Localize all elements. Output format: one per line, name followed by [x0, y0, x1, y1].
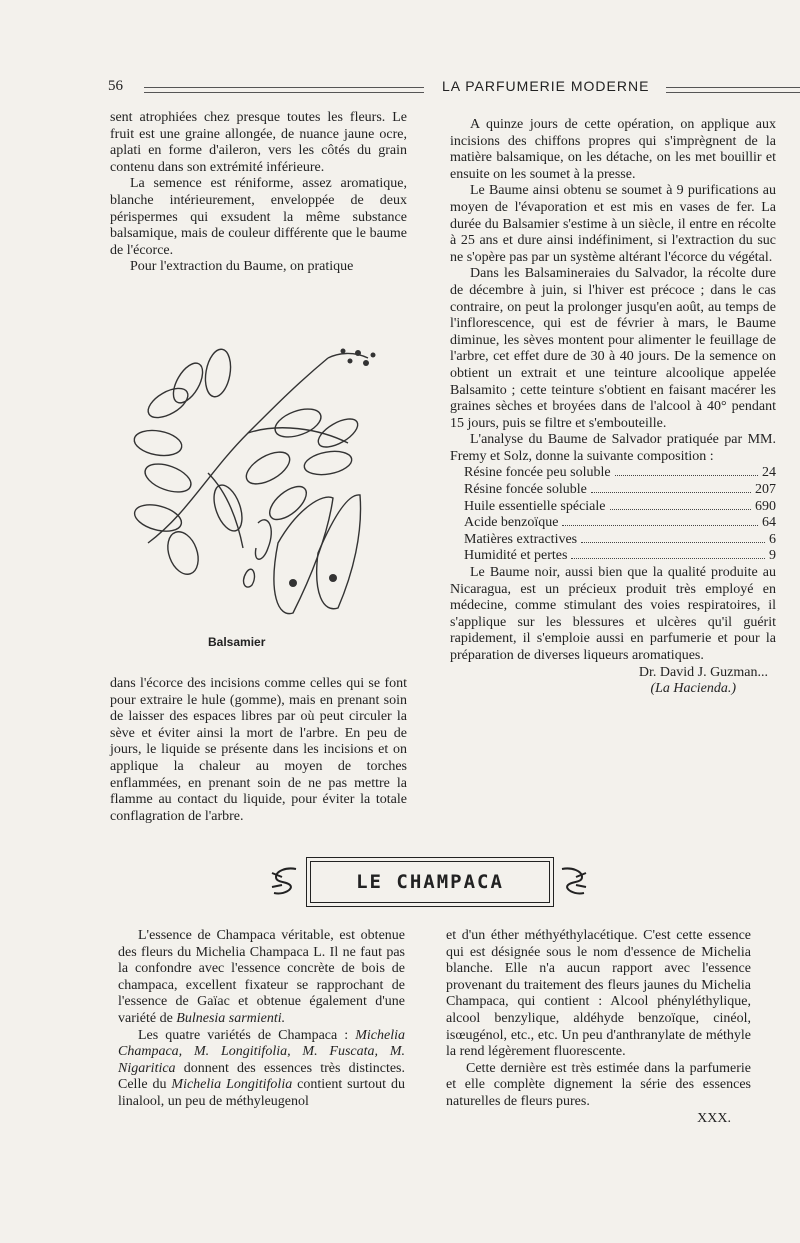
- column-left-bottom: [110, 676, 407, 825]
- composition-row: Matières extractives 6: [464, 531, 776, 547]
- figure-caption: Balsamier: [208, 635, 266, 649]
- column-left-top: [110, 110, 407, 276]
- paragraph: sent atrophiées chez presque toutes les fleurs. Le fruit est une graine allongée, de nuance jaune ocre, aplati en forme d'aileron, vers les côtés du grain contenu dans son extrémité inférieure.: [110, 110, 407, 175]
- section-banner: [268, 857, 590, 907]
- source-citation: (La Hacienda.): [650, 681, 736, 697]
- paragraph: L'essence de Champaca véritable, est obtenue des fleurs du Michelia Champaca L. Il ne faut pas la confondre avec l'essence concrète de bois de champaca, excellent fixateur se rapprochant de l'essence de Gaïac et obtenue également d'une variété de Bulnesia sarmienti.: [118, 928, 405, 1026]
- author-signature: Dr. David J. Guzman...: [638, 664, 768, 680]
- paragraph: Dans les Balsamineraies du Salvador, la récolte dure de décembre à juin, si l'hiver est précoce ; dans le cas contraire, on peut la prolonger jusqu'en août, au temps de l'inflorescence, qui est de février à mars, le Baume diminue, les sèves montent pour alimenter le feuillage de l'arbre, cet effet dure de 30 à 40 jours. De la semence on obtient un extrait et une teinture alcoolique appelée Balsamito ; cette teinture s'obtient en faisant macérer les graines sèches et broyées dans de l'alcool à 40° pendant 15 jours, puis se filtre et s'embouteille.: [450, 266, 776, 431]
- page-number: 56: [108, 78, 123, 94]
- composition-row: Résine foncée soluble 207: [464, 482, 776, 498]
- header-rule-right: [666, 87, 800, 93]
- paragraph: Le Baume noir, aussi bien que la qualité produite au Nicaragua, est un précieux produit très employé en médecine, comme stimulant des voies respiratoires, il s'applique sur les blessures et ulcères qu'il guérit rapidement, il s'emploie aussi en parfumerie et pour la préparation de diverses liqueurs aromatiques.: [450, 565, 776, 663]
- column-right: [450, 117, 776, 698]
- composition-row: Acide benzoïque 64: [464, 515, 776, 531]
- paragraph: Pour l'extraction du Baume, on pratique: [130, 259, 354, 275]
- paragraph: La semence est réniforme, assez aromatique, blanche intérieurement, enveloppée de deux périspermes qui exsudent la même substance balsamique, mais de couleur différente que le baume de l'écorce.: [110, 176, 407, 258]
- composition-row: Huile essentielle spéciale 690: [464, 498, 776, 514]
- paragraph: L'analyse du Baume de Salvador pratiquée par MM. Fremy et Solz, donne la suivante composition :: [450, 432, 776, 464]
- column-right-champaca: [446, 928, 751, 1127]
- composition-row: Humidité et pertes 9: [464, 548, 776, 564]
- paragraph: Les quatre variétés de Champaca : Michelia Champaca, M. Longitifolia, M. Fuscata, M. Nigaritica donnent des essences très distinctes. Celle du Michelia Longitifolia contient surtout du linalool, un peu de méthyleugenol: [118, 1027, 405, 1109]
- composition-row: Résine foncée peu soluble 24: [464, 465, 776, 481]
- balsamier-illustration: [128, 313, 388, 633]
- paragraph: dans l'écorce des incisions comme celles qui se font pour extraire le hule (gomme), mais en prenant soin de laisser des espaces libres par où peut circuler la sève et éviter ainsi la mort de l'arbre. En peu de jours, le liquide se présente dans les incisions et on applique la chaleur au moyen de torches enflammées, en prenant soin de ne pas mettre la flamme au contact du liquide, pour éviter la totale conflagration de l'arbre.: [110, 676, 407, 824]
- paragraph: A quinze jours de cette opération, on applique aux incisions des chiffons propres qui s'imprègnent de la matière balsamique, on les détache, on les met bouillir et ensuite on les soumet à la presse.: [450, 117, 776, 182]
- paragraph: et d'un éther méthyéthylacétique. C'est cette essence qui est désignée sous le nom d'essence de Michelia blanche. Elle n'a aucun rapport avec l'essence provenant du traitement des fleurs jaunes du Michelia Champaca, qui contient : Alcool phényléthylique, alcool benzylique, aldéhyde benzoïque, cinéol, isœugénol, etc., etc. Un peu d'anthranylate de méthyle la rend légèrement fluorescente.: [446, 928, 751, 1060]
- article-end-mark: XXX.: [697, 1110, 731, 1126]
- header-rule-left: [144, 87, 424, 93]
- ornament-right-icon: [558, 863, 590, 899]
- paragraph: Le Baume ainsi obtenu se soumet à 9 purifications au moyen de l'évaporation et est mis en vases de fer. La durée du Balsamier s'estime à un siècle, il entre en récolte à 25 ans et dure ainsi indéfiniment, si l'extraction du suc ne s'opère pas par un système altérant l'écorce du végétal.: [450, 183, 776, 265]
- column-left-champaca: [118, 928, 405, 1111]
- composition-list: [450, 465, 776, 565]
- journal-title: LA PARFUMERIE MODERNE: [442, 78, 650, 94]
- ornament-left-icon: [268, 863, 300, 899]
- paragraph: Cette dernière est très estimée dans la parfumerie et elle complète dignement la série des essences naturelles de fleurs pures.: [446, 1060, 751, 1109]
- section-title: LE CHAMPACA: [356, 871, 504, 893]
- running-header: [108, 78, 748, 100]
